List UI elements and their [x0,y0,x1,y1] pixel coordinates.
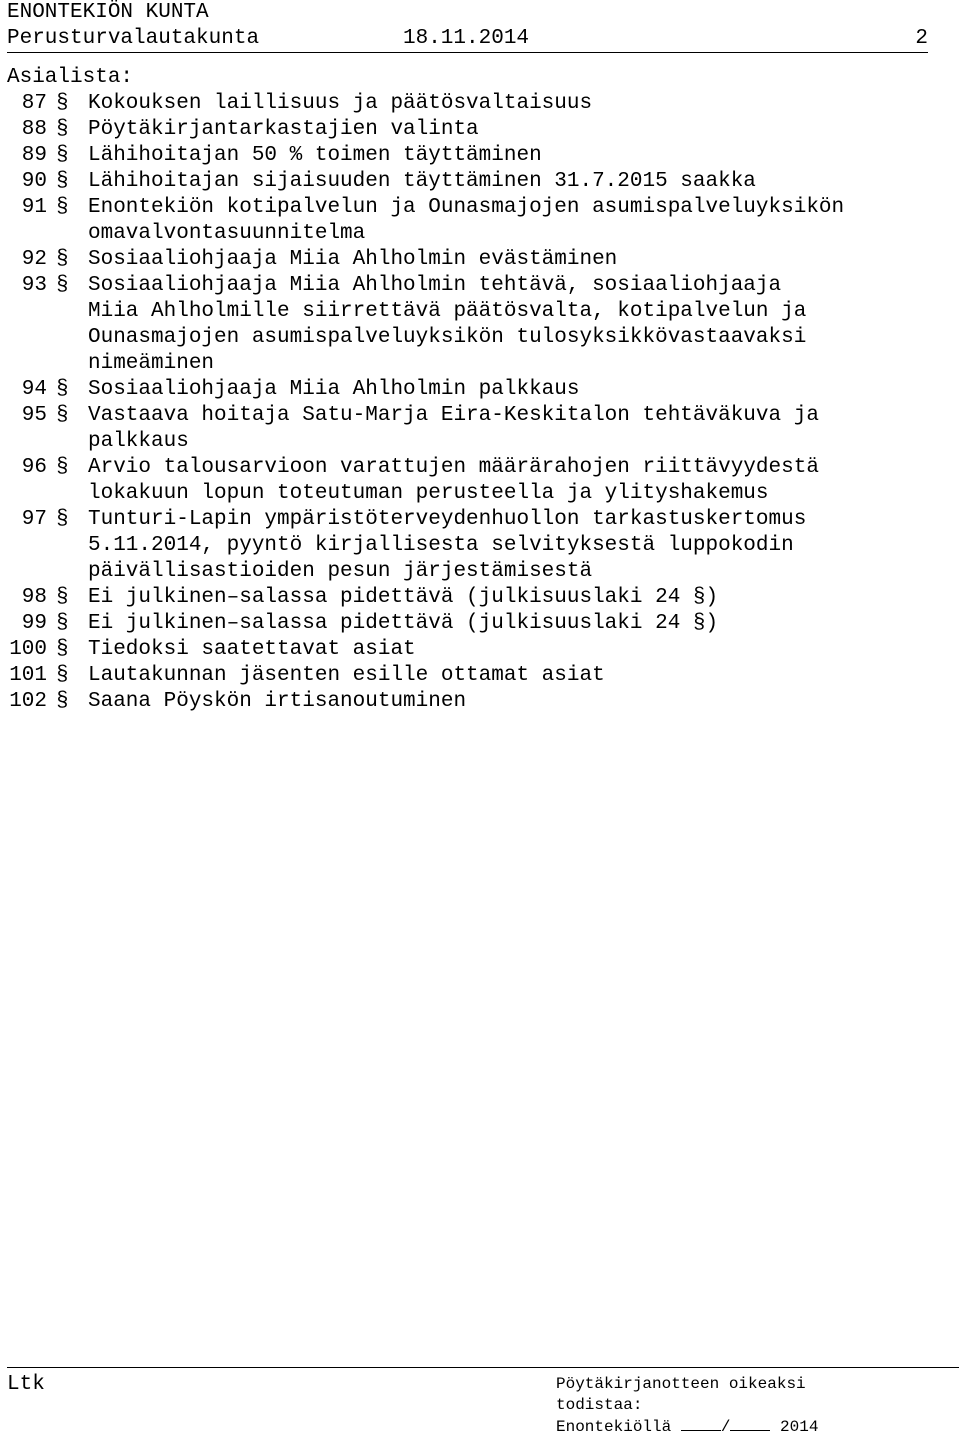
section-mark: § [56,248,69,271]
agenda-item-text: Pöytäkirjantarkastajien valinta [88,118,479,141]
agenda-item-text: Vastaava hoitaja Satu-Marja Eira-Keskitalon tehtäväkuva ja palkkaus [88,404,819,453]
agenda-item-text: Lähihoitajan 50 % toimen täyttäminen [88,144,542,167]
organization-name: ENONTEKIÖN KUNTA [7,1,209,24]
certification-place-date [556,1416,818,1438]
section-mark: § [56,144,69,167]
section-mark: § [56,274,69,297]
agenda-item-text: Ei julkinen–salassa pidettävä (julkisuuslaki 24 §) [88,612,719,635]
section-mark: § [56,92,69,115]
agenda-item-number: 101 [9,664,47,687]
agenda-item-text: Tiedoksi saatettavat asiat [88,638,416,661]
section-mark: § [56,508,69,531]
agenda-item [0,143,940,169]
agenda-item-number: 94 [21,378,47,401]
agenda-item-number: 100 [9,638,47,661]
section-mark: § [56,378,69,401]
agenda-item-text: Lautakunnan jäsenten esille ottamat asiat [88,664,605,687]
section-mark: § [56,664,69,687]
agenda-item-text: Sosiaaliohjaaja Miia Ahlholmin evästäminen [88,248,618,271]
agenda-item-text: Lähihoitajan sijaisuuden täyttäminen 31.7.2015 saakka [88,170,756,193]
section-mark: § [56,170,69,193]
month-blank [730,1416,770,1431]
agenda-item-number: 98 [21,586,47,609]
agenda-item-text: Enontekiön kotipalvelun ja Ounasmajojen asumispalveluyksikön omavalvontasuunnitelma [88,196,845,245]
agenda-item [0,455,940,507]
agenda-list [0,91,940,715]
agenda-item-text: Kokouksen laillisuus ja päätösvaltaisuus [88,92,593,115]
agenda-item-number: 97 [21,508,47,531]
agenda-item [0,377,940,403]
agenda-item [0,169,940,195]
agenda-item-number: 91 [21,196,47,219]
agenda-item [0,117,940,143]
section-mark: § [56,404,69,427]
footer-initials-label: Ltk [7,1373,45,1396]
certification-line-2: todistaa: [556,1396,643,1414]
agenda-item-text: Ei julkinen–salassa pidettävä (julkisuuslaki 24 §) [88,586,719,609]
agenda-item-number: 95 [21,404,47,427]
agenda-item-number: 90 [21,170,47,193]
agenda-item [0,273,940,377]
section-mark: § [56,196,69,219]
agenda-item-number: 92 [21,248,47,271]
document-header [7,26,928,53]
agenda-item-number: 99 [21,612,47,635]
day-blank [681,1416,721,1431]
certification-place: Enontekiöllä [556,1418,672,1436]
agenda-item-number: 89 [21,144,47,167]
agenda-item-number: 87 [21,92,47,115]
agenda-item-number: 96 [21,456,47,479]
agenda-item [0,195,940,247]
page-number: 2 [915,27,928,50]
agenda-item [0,91,940,117]
certification-block [556,1374,818,1438]
agenda-item [0,611,940,637]
agenda-item-text: Arvio talousarvioon varattujen määrärahojen riittävyydestä lokakuun lopun toteutuman perusteella ja ylityshakemus [88,456,819,505]
agenda-item-text: Sosiaaliohjaaja Miia Ahlholmin palkkaus [88,378,580,401]
certification-line-1: Pöytäkirjanotteen oikeaksi [556,1375,806,1393]
section-mark: § [56,586,69,609]
agenda-item [0,663,940,689]
agenda-item [0,689,940,715]
agenda-item [0,403,940,455]
agenda-item-number: 88 [21,118,47,141]
board-name: Perusturvalautakunta [7,27,260,50]
agenda-item [0,585,940,611]
agenda-item [0,637,940,663]
section-mark: § [56,456,69,479]
date-slash: / [720,1418,731,1436]
section-mark: § [56,612,69,635]
agenda-item-number: 93 [21,274,47,297]
agenda-item [0,507,940,585]
section-mark: § [56,638,69,661]
agenda-item-text: Saana Pöyskön irtisanoutuminen [88,690,467,713]
section-mark: § [56,690,69,713]
agenda-item-text: Sosiaaliohjaaja Miia Ahlholmin tehtävä, sosiaaliohjaaja Miia Ahlholmille siirrettävä päätösvalta, kotipalvelun ja Ounasmajojen asumispalveluyksikön tulosyksikkövastaavaksi nimeäminen [88,274,807,375]
certification-year: 2014 [780,1418,819,1436]
agenda-title: Asialista: [7,66,134,89]
agenda-item-text: Tunturi-Lapin ympäristöterveydenhuollon tarkastuskertomus 5.11.2014, pyyntö kirjallisesta selvityksestä luppokodin päivällisastioiden pesun järjestämisestä [88,508,807,583]
section-mark: § [56,118,69,141]
agenda-item [0,247,940,273]
footer-divider [7,1367,959,1368]
agenda-item-number: 102 [9,690,47,713]
meeting-date: 18.11.2014 [403,27,530,50]
